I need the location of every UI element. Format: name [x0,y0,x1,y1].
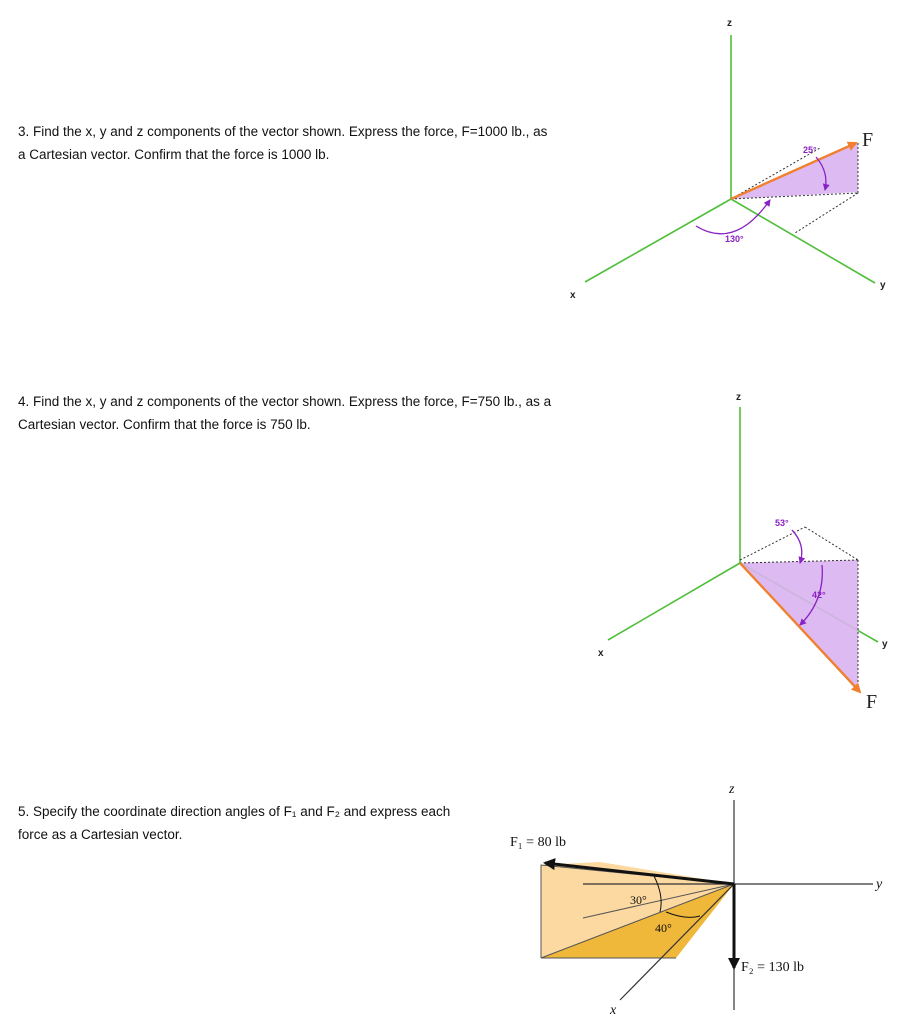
fig4-z-label: z [736,392,741,403]
fig4-angle-42-label: 42° [812,590,826,600]
fig4-x-label: x [598,648,604,659]
fig5-angle-30-label: 30° [630,893,647,907]
fig3-z-label: z [727,18,732,29]
figure-5 [510,782,883,1018]
problem-5-text: 5. Specify the coordinate direction angles of F₁ and F₂ and express each force as a Cartesian vector. [18,804,451,842]
problem-4-text: 4. Find the x, y and z components of the vector shown. Express the force, F=750 lb., as a Cartesian vector. Confirm that the force is 750 lb. [18,394,552,432]
figure-3 [570,18,886,301]
fig5-y-label: y [876,877,883,892]
fig3-angle-25-label: 25° [803,145,817,155]
fig4-force-label: F [866,691,878,713]
figure-4 [598,392,888,713]
fig4-x-axis [608,563,740,640]
problem-3-text: 3. Find the x, y and z components of the vector shown. Express the force, F=1000 lb., as a Cartesian vector. Confirm that the force is 1000 lb. [18,124,548,162]
fig3-force-label: F [862,129,874,151]
fig4-y-label: y [882,639,888,650]
fig3-angle-130-arc [696,200,770,234]
fig4-angle-53-arc [792,530,802,563]
fig5-angle-40-label: 40° [655,921,672,935]
fig3-angle-130-label: 130° [725,234,744,244]
fig5-f1-label: F₁ = 80 lb [510,835,566,850]
fig3-dotted-to-y [795,193,858,233]
fig4-angle-53-label: 53° [775,518,789,528]
fig4-dotted-top-right [805,527,858,560]
fig3-x-label: x [570,290,576,301]
fig5-z-label: z [729,782,735,797]
fig4-dotted-top [740,527,805,560]
fig5-f2-label: F₂ = 130 lb [741,960,804,975]
fig5-x-label: x [610,1003,617,1018]
fig3-y-label: y [880,280,886,291]
fig3-y-axis [731,199,875,283]
fig3-x-axis [585,199,731,282]
